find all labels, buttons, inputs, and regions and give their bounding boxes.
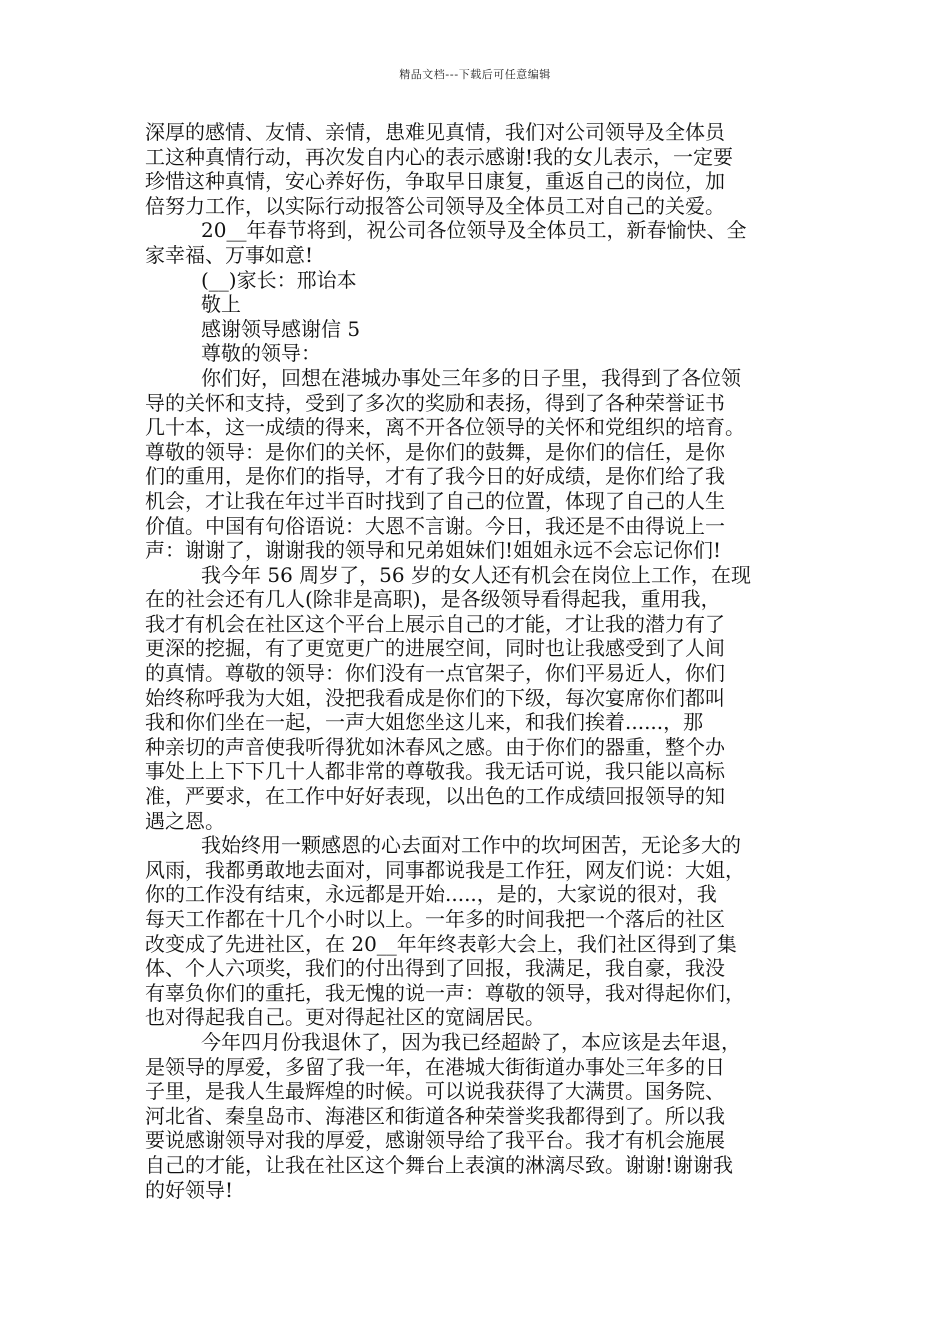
text-line: 在的社会还有几人(除非是高职)，是各级领导看得起我，重用我， (145, 587, 721, 612)
text-line: 们的重用，是你们的指导，才有了我今日的好成绩，是你们给了我 (145, 464, 725, 489)
text-line: 始终称呼我为大姐，没把我看成是你们的下级，每次宴席你们都叫 (145, 685, 725, 710)
text-line: 种亲切的声音使我听得犹如沐春风之感。由于你们的器重，整个办 (145, 734, 725, 759)
text-line: 要说感谢领导对我的厚爱，感谢领导给了我平台。我才有机会施展 (145, 1128, 725, 1153)
text-line: 20__年春节将到，祝公司各位领导及全体员工，新春愉快、全 (201, 218, 747, 243)
text-line: 遇之恩。 (145, 808, 225, 833)
text-line: 工这种真情行动，再次发自内心的表示感谢!我的女儿表示，一定要 (145, 144, 734, 169)
text-line: (__)家长：邢诒本 (201, 267, 357, 292)
text-line: 尊敬的领导： (201, 341, 321, 366)
text-line: 每天工作都在十几个小时以上。一年多的时间我把一个落后的社区 (145, 907, 725, 931)
text-line: 更深的挖掘，有了更宽更广的进展空间，同时也让我感受到了人间 (145, 636, 725, 661)
text-line: 事处上上下下几十人都非常的尊敬我。我无话可说，我只能以高标 (145, 759, 725, 784)
text-line: 的真情。尊敬的领导：你们没有一点官架子，你们平易近人，你们 (145, 661, 725, 686)
text-line: 声：谢谢了，谢谢我的领导和兄弟姐妹们!姐姐永远不会忘记你们! (145, 538, 722, 563)
text-line: 我始终用一颗感恩的心去面对工作中的坎坷困苦，无论多大的 (201, 833, 741, 858)
text-line: 有辜负你们的重托，我无愧的说一声：尊敬的领导，我对得起你们， (145, 980, 745, 1005)
text-line: 子里，是我人生最辉煌的时候。可以说我获得了大满贯。国务院、 (145, 1079, 725, 1104)
text-line: 也对得起我自己。更对得起社区的宽阔居民。 (145, 1005, 545, 1030)
text-line: 导的关怀和支持，受到了多次的奖励和表扬，得到了各种荣誉证书 (145, 390, 725, 415)
text-line: 我和你们坐在一起，一声大姐您坐这儿来，和我们挨着......，那 (145, 710, 704, 735)
text-line: 今年四月份我退休了，因为我已经超龄了，本应该是去年退， (201, 1029, 741, 1054)
text-line: 的好领导! (145, 1177, 234, 1202)
text-line: 体、个人六项奖，我们的付出得到了回报，我满足，我自豪，我没 (145, 956, 725, 981)
text-line: 深厚的感情、友情、亲情，患难见真情，我们对公司领导及全体员 (145, 120, 725, 144)
text-line: 我今年 56 周岁了，56 岁的女人还有机会在岗位上工作，在现 (201, 562, 751, 587)
text-line: 价值。中国有句俗语说：大恩不言谢。今日，我还是不由得说上一 (145, 513, 725, 538)
text-line: 自己的才能，让我在社区这个舞台上表演的淋漓尽致。谢谢!谢谢我 (145, 1152, 734, 1177)
text-line: 我才有机会在社区这个平台上展示自己的才能，才让我的潜力有了 (145, 611, 725, 636)
text-line: 感谢领导感谢信 5 (201, 316, 361, 341)
text-line: 你的工作没有结束，永远都是开始.....，是的，大家说的很对，我 (145, 882, 717, 907)
text-line: 敬上 (201, 292, 241, 317)
text-line: 准，严要求，在工作中好好表现，以出色的工作成绩回报领导的知 (145, 784, 725, 809)
text-line: 尊敬的领导：是你们的关怀，是你们的鼓舞，是你们的信任，是你 (145, 439, 725, 464)
text-line: 改变成了先进社区，在 20__年年终表彰大会上，我们社区得到了集 (145, 931, 737, 956)
text-line: 珍惜这种真情，安心养好伤，争取早日康复，重返自己的岗位，加 (145, 169, 725, 194)
text-line: 机会，才让我在年过半百时找到了自己的位置，体现了自己的人生 (145, 488, 725, 513)
text-line: 是领导的厚爱，多留了我一年，在港城大街街道办事处三年多的日 (145, 1054, 725, 1079)
page-header: 精品文档---下载后可任意编辑 (399, 68, 551, 81)
text-line: 风雨，我都勇敢地去面对，同事都说我是工作狂，网友们说：大姐， (145, 857, 745, 882)
text-line: 倍努力工作，以实际行动报答公司领导及全体员工对自己的关爱。 (145, 193, 725, 218)
text-line: 家幸福、万事如意! (145, 242, 314, 267)
text-line: 河北省、秦皇岛市、海港区和街道各种荣誉奖我都得到了。所以我 (145, 1103, 725, 1128)
text-line: 几十本，这一成绩的得来，离不开各位领导的关怀和党组织的培育。 (145, 415, 745, 440)
text-line: 你们好，回想在港城办事处三年多的日子里，我得到了各位领 (201, 365, 741, 390)
document-body (145, 120, 810, 1202)
